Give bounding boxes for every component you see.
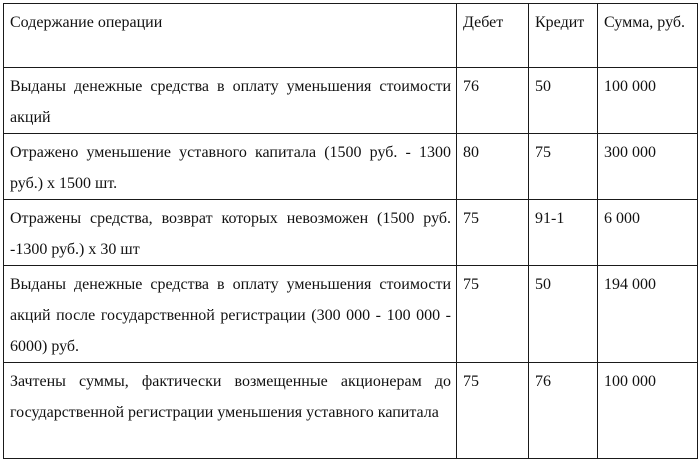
row-debit: 80 [457,134,529,200]
header-credit: Кредит [529,4,598,68]
accounting-entries-sheet [3,3,697,463]
row-description: Отражено уменьшение уставного капитала (1500 руб. - 1300 руб.) х 1500 шт. [4,134,457,200]
row-sum: 100 000 [598,68,698,134]
row-credit: 75 [529,134,598,200]
row-credit: 91-1 [529,200,598,266]
table-row [4,200,698,266]
header-description: Содержание операции [4,4,457,68]
row-sum: 300 000 [598,134,698,200]
accounting-entries-table [3,3,698,459]
row-description: Отражены средства, возврат которых невозможен (1500 руб. -1300 руб.) х 30 шт [4,200,457,266]
row-debit: 75 [457,200,529,266]
row-debit: 75 [457,266,529,363]
table-row [4,134,698,200]
row-debit: 76 [457,68,529,134]
row-sum: 6 000 [598,200,698,266]
row-description: Выданы денежные средства в оплату уменьшения стоимости акций после государственной регистрации (300 000 - 100 000 - 6000) руб. [4,266,457,363]
row-credit: 50 [529,266,598,363]
row-sum: 100 000 [598,363,698,459]
row-description: Зачтены суммы, фактически возмещенные акционерам до государственной регистрации уменьшения уставного капитала [4,363,457,459]
row-debit: 75 [457,363,529,459]
table-row [4,363,698,459]
row-sum: 194 000 [598,266,698,363]
table-row [4,266,698,363]
row-credit: 76 [529,363,598,459]
table-row [4,68,698,134]
header-debit: Дебет [457,4,529,68]
table-header-row [4,4,698,68]
row-credit: 50 [529,68,598,134]
row-description: Выданы денежные средства в оплату уменьшения стоимости акций [4,68,457,134]
header-sum: Сумма, руб. [598,4,698,68]
